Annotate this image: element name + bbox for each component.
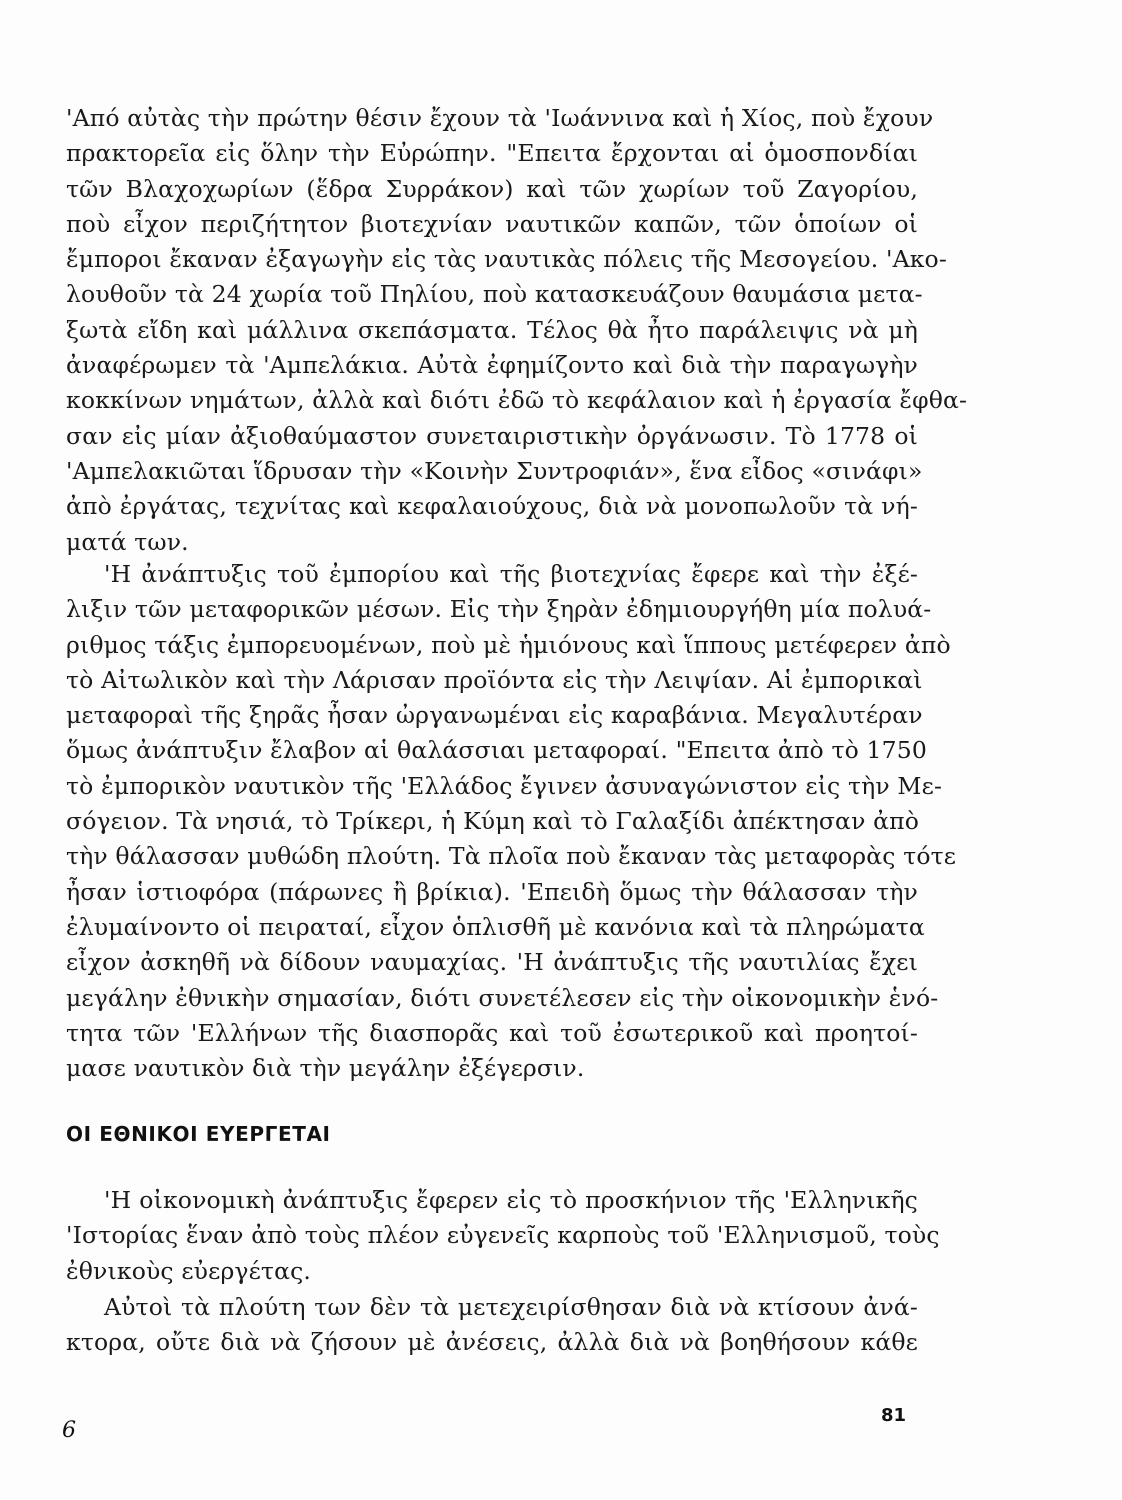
- text-line: σαν εἰς μίαν ἀξιοθαύμαστον συνεταιριστικὴν ὀργάνωσιν. Τὸ 1778 οἱ: [66, 421, 918, 450]
- text-line: ματά των.: [66, 527, 189, 556]
- text-line: ἔμποροι ἔκαναν ἐξαγωγὴν εἰς τὰς ναυτικὰς πόλεις τῆς Μεσογείου. 'Ακο-: [66, 245, 947, 274]
- text-line: ριθμος τάξις ἐμπορευομένων, ποὺ μὲ ἡμιόνους καὶ ἵππους μετέφερεν ἀπὸ: [66, 630, 951, 659]
- paragraph-trade-guilds: [66, 101, 968, 560]
- text-line: εἶχον ἀσκηθῆ νὰ δίδουν ναυμαχίας. 'Η ἀνάπτυξις τῆς ναυτιλίας ἔχει: [66, 948, 918, 977]
- paragraph-transport: [66, 557, 957, 1086]
- text-line: τὴν θάλασσαν μυθώδη πλούτη. Τὰ πλοῖα ποὺ ἔκαναν τὰς μεταφορὰς τότε: [66, 842, 957, 871]
- text-line: σόγειον. Τὰ νησιά, τὸ Τρίκερι, ἡ Κύμη καὶ τὸ Γαλαξίδι ἀπέκτησαν ἀπὸ: [66, 807, 920, 836]
- text-line: ἀναφέρωμεν τὰ 'Αμπελάκια. Αὐτὰ ἐφημίζοντο καὶ διὰ τὴν παραγωγὴν: [66, 351, 918, 380]
- paragraph-benefactors-wealth: [66, 1290, 918, 1361]
- text-line: λουθοῦν τὰ 24 χωρία τοῦ Πηλίου, ποὺ κατασκευάζουν θαυμάσια μετα-: [66, 280, 923, 309]
- text-line: 'Η ἀνάπτυξις τοῦ ἐμπορίου καὶ τῆς βιοτεχνίας ἔφερε καὶ τὴν ἐξέ-: [104, 560, 918, 588]
- text-line: Αὐτοὶ τὰ πλούτη των δὲν τὰ μετεχειρίσθησαν διὰ νὰ κτίσουν ἀνά-: [104, 1293, 918, 1321]
- text-line: τὸ Αἰτωλικὸν καὶ τὴν Λάρισαν προϊόντα εἰς τὴν Λειψίαν. Αἱ ἐμπορικαὶ: [66, 665, 923, 694]
- text-line: ἀπὸ ἐργάτας, τεχνίτας καὶ κεφαλαιούχους, διὰ νὰ μονοπωλοῦν τὰ νή-: [66, 492, 918, 521]
- text-line: πρακτορεῖα εἰς ὅλην τὴν Εὐρώπην. "Επειτα ἔρχονται αἱ ὁμοσπονδίαι: [66, 139, 918, 168]
- text-line: κτορα, οὔτε διὰ νὰ ζήσουν μὲ ἀνέσεις, ἀλλὰ διὰ νὰ βοηθήσουν κάθε: [66, 1328, 918, 1357]
- text-line: 'Ιστορίας ἕναν ἀπὸ τοὺς πλέον εὐγενεῖς καρποὺς τοῦ 'Ελληνισμοῦ, τοὺς: [66, 1221, 940, 1250]
- text-line: 'Από αὐτὰς τὴν πρώτην θέσιν ἔχουν τὰ 'Ιωάννινα καὶ ἡ Χίος, ποὺ ἔχουν: [66, 104, 934, 132]
- section-heading: ΟΙ ΕΘΝΙΚΟΙ ΕΥΕΡΓΕΤΑΙ: [66, 1122, 331, 1146]
- text-line: ὅμως ἀνάπτυξιν ἔλαβον αἱ θαλάσσιαι μεταφοραί. "Επειτα ἀπὸ τὸ 1750: [66, 736, 927, 765]
- text-line: 'Η οἰκονομικὴ ἀνάπτυξις ἔφερεν εἰς τὸ προσκήνιον τῆς 'Ελληνικῆς: [104, 1186, 918, 1214]
- text-line: λιξιν τῶν μεταφορικῶν μέσων. Εἰς τὴν ξηρὰν ἐδημιουργήθη μία πολυά-: [66, 595, 932, 624]
- text-line: ξωτὰ εἴδη καὶ μάλλινα σκεπάσματα. Τέλος θὰ ἦτο παράλειψις νὰ μὴ: [66, 315, 918, 344]
- text-line: τῶν Βλαχοχωρίων (ἕδρα Συρράκον) καὶ τῶν χωρίων τοῦ Ζαγορίου,: [66, 174, 918, 203]
- text-line: τητα τῶν 'Ελλήνων τῆς διασπορᾶς καὶ τοῦ ἐσωτερικοῦ καὶ προητοί-: [66, 1018, 918, 1047]
- page-number: 81: [880, 1405, 906, 1426]
- text-line: μεταφοραὶ τῆς ξηρᾶς ἦσαν ὠργανωμέναι εἰς καραβάνια. Μεγαλυτέραν: [66, 701, 923, 730]
- text-line: μεγάλην ἐθνικὴν σημασίαν, διότι συνετέλεσεν εἰς τὴν οἰκονομικὴν ἑνό-: [66, 983, 939, 1012]
- text-line: ἦσαν ἱστιοφόρα (πάρωνες ἢ βρίκια). 'Επειδὴ ὅμως τὴν θάλασσαν τὴν: [66, 877, 918, 906]
- text-line: ἐθνικοὺς εὐεργέτας.: [66, 1256, 312, 1285]
- text-line: ποὺ εἶχον περιζήτητον βιοτεχνίαν ναυτικῶν καπῶν, τῶν ὁποίων οἱ: [66, 209, 918, 238]
- text-line: κοκκίνων νημάτων, ἀλλὰ καὶ διότι ἐδῶ τὸ κεφάλαιον καὶ ἡ ἐργασία ἔφθα-: [66, 386, 968, 415]
- text-line: 'Αμπελακιῶται ἵδρυσαν τὴν «Κοινὴν Συντροφιάν», ἕνα εἶδος «σινάφι»: [66, 456, 923, 485]
- text-line: μασε ναυτικὸν διὰ τὴν μεγάλην ἐξέγερσιν.: [66, 1054, 585, 1083]
- paragraph-benefactors-intro: [66, 1183, 940, 1289]
- text-line: ἐλυμαίνοντο οἱ πειραταί, εἶχον ὁπλισθῆ μὲ κανόνια καὶ τὰ πληρώματα: [66, 912, 925, 941]
- text-line: τὸ ἐμπορικὸν ναυτικὸν τῆς 'Ελλάδος ἔγινεν ἀσυναγώνιστον εἰς τὴν Με-: [66, 771, 943, 800]
- signature-mark: 6: [62, 1418, 76, 1443]
